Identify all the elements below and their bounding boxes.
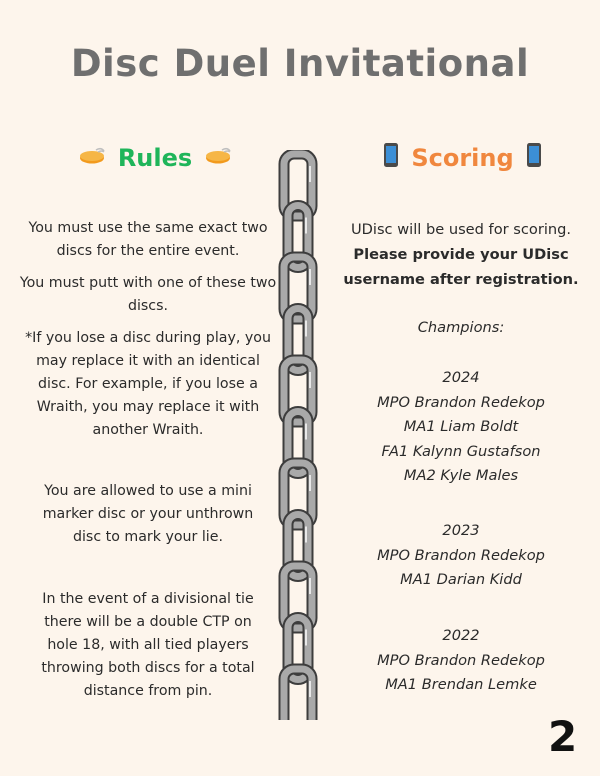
rule-item: In the event of a divisional tie there will be a double CTP on hole 18, with all tied players throwing both discs for a total distance from pin.: [41, 591, 255, 699]
flying-disc-icon: [78, 144, 106, 172]
scoring-heading: [345, 140, 580, 176]
rule-item: You are allowed to use a mini marker disc or your unthrown disc to mark your lie.: [42, 483, 254, 545]
rule-item: *If you lose a disc during play, you may replace it with an identical disc. For example, if you lose a Wraith, you may replace it with another Wraith.: [25, 330, 271, 438]
champion-entry: MPO Brandon Redekop: [377, 393, 545, 411]
scoring-intro: UDisc will be used for scoring.: [350, 221, 572, 238]
year-label: 2023: [442, 522, 480, 539]
champions-label: Champions:: [417, 319, 505, 336]
page-number: 2: [548, 712, 578, 761]
rules-heading: [40, 140, 270, 176]
champion-entry: MA1 Brendan Lemke: [385, 676, 537, 693]
rule-item: You must use the same exact two discs for the entire event.: [28, 220, 268, 259]
champion-entry: MA1 Darian Kidd: [400, 571, 522, 588]
champions-year-2023: [336, 519, 586, 593]
champion-entry: MA2 Kyle Males: [403, 467, 519, 484]
rule-item: You must putt with one of these two discs.: [19, 275, 277, 314]
chain-divider: [272, 150, 328, 720]
rules-heading-label: Rules: [117, 144, 193, 172]
champions-year-2024: [336, 366, 586, 489]
page-title: Disc Duel Invitational: [70, 42, 530, 85]
scoring-heading-label: Scoring: [411, 144, 514, 172]
scoring-instruction: Please provide your UDisc username after registration.: [343, 246, 579, 288]
flying-disc-icon: [204, 144, 232, 172]
year-label: 2022: [442, 627, 480, 644]
champions-year-2022: [336, 624, 586, 698]
mobile-phone-icon: [526, 142, 542, 174]
champion-entry: MPO Brandon Redekop: [377, 651, 545, 669]
year-label: 2024: [442, 369, 480, 386]
champion-entry: MPO Brandon Redekop: [377, 546, 545, 564]
champion-entry: MA1 Liam Boldt: [403, 418, 519, 435]
champion-entry: FA1 Kalynn Gustafson: [381, 442, 541, 460]
mobile-phone-icon: [383, 142, 399, 174]
